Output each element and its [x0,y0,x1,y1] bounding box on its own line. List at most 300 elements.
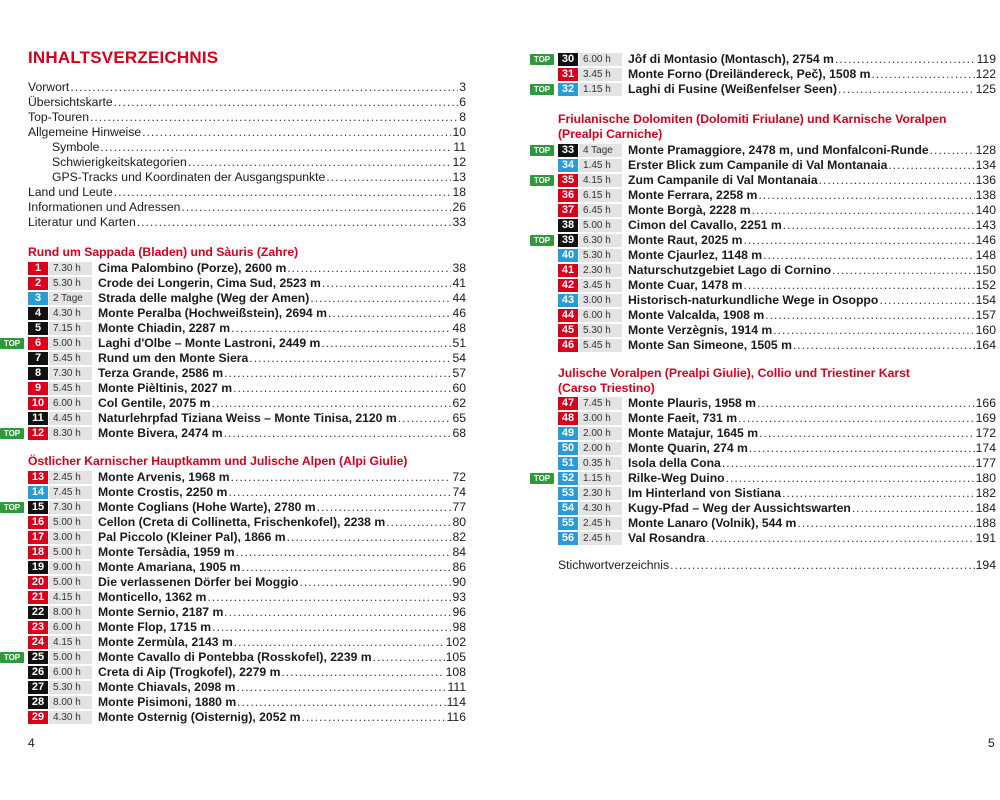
tour-name: Monte Pramaggiore, 2478 m, und Monfalconi-Runde [628,143,929,157]
tour-number: 54 [558,502,578,515]
tour-duration: 5.00 h [49,546,92,559]
entry-page: 26 [452,200,466,214]
entry-page: 12 [452,155,466,169]
tour-name: Historisch-naturkundliche Wege in Osoppo [628,293,879,307]
tour-row[interactable] [28,530,466,545]
dot-leader [783,218,975,233]
tour-row[interactable] [533,143,996,158]
tour-number: 8 [28,367,48,380]
tour-name: Pal Piccolo (Kleiner Pal), 1866 m [98,530,286,544]
tour-duration: 6.00 h [49,666,92,679]
section-title [558,366,910,396]
dot-leader [228,485,451,500]
tour-duration: 6.00 h [579,53,622,66]
section-title-line: Östlicher Karnischer Hauptkamm und Julische Alpen (Alpi Giulie) [28,454,408,468]
tour-duration: 8.00 h [49,696,92,709]
tour-duration: 3.00 h [49,531,92,544]
tour-duration: 4.45 h [49,412,92,425]
tour-number: 46 [558,339,578,352]
dot-leader [224,605,451,620]
dot-leader [302,710,446,725]
tour-number: 49 [558,427,578,440]
tour-page: 140 [975,203,996,217]
tour-duration: 3.45 h [579,68,622,81]
tour-row[interactable] [28,485,466,500]
dot-leader [835,52,976,67]
tour-page: 150 [975,263,996,277]
tour-page: 44 [452,291,466,305]
tour-number: 50 [558,442,578,455]
tour-name: Monte Chiadin, 2287 m [98,321,231,335]
dot-leader [773,323,974,338]
toc-entry[interactable] [28,170,466,185]
tour-number: 48 [558,412,578,425]
tour-duration: 4.30 h [49,307,92,320]
top-tour-badge: TOP [530,175,554,186]
tour-row[interactable] [558,263,996,278]
tour-number: 18 [28,546,48,559]
dot-leader [241,560,451,575]
tour-duration: 2.00 h [579,427,622,440]
tour-duration: 6.00 h [579,309,622,322]
dot-leader [326,170,451,185]
tour-duration: 7.45 h [579,397,622,410]
tour-page: 84 [452,545,466,559]
tour-row[interactable] [558,323,996,338]
dot-leader [224,426,452,441]
tour-number: 22 [28,606,48,619]
tour-row[interactable] [558,278,996,293]
tour-row[interactable] [28,276,466,291]
tour-row[interactable] [28,321,466,336]
tour-page: 90 [452,575,466,589]
tour-duration: 5.30 h [579,249,622,262]
tour-row[interactable] [558,293,996,308]
dot-leader [236,545,452,560]
tour-row[interactable] [28,560,466,575]
tour-name: Isola della Cona [628,456,721,470]
entry-page: 13 [452,170,466,184]
top-tour-badge: TOP [0,652,24,663]
tour-row[interactable] [558,338,996,353]
tour-name: Monte Zermùla, 2143 m [98,635,233,649]
tour-duration: 2.00 h [579,442,622,455]
tour-page: 177 [975,456,996,470]
dot-leader [726,471,975,486]
page-number: 4 [28,736,35,750]
tour-name: Monte Plauris, 1958 m [628,396,757,410]
tour-number: 39 [558,234,578,247]
tour-duration: 5.00 h [49,516,92,529]
tour-row[interactable] [28,381,466,396]
entry-page: 11 [453,140,466,154]
tour-duration: 4.15 h [579,174,622,187]
tour-row[interactable] [558,411,996,426]
tour-page: 191 [975,531,996,545]
tour-row[interactable] [3,426,466,441]
tour-row[interactable] [533,82,996,97]
tour-page: 48 [452,321,466,335]
tour-duration: 6.45 h [579,204,622,217]
tour-name: Terza Grande, 2586 m [98,366,224,380]
tour-page: 57 [452,366,466,380]
tour-row[interactable] [28,291,466,306]
tour-name: Col Gentile, 2075 m [98,396,211,410]
entry-title: GPS-Tracks und Koordinaten der Ausgangspunkte [52,170,326,184]
tour-name: Monte Peralba (Hochweißstein), 2694 m [98,306,327,320]
toc-entry[interactable] [558,558,996,573]
tour-duration: 4.30 h [579,502,622,515]
tour-row[interactable] [3,336,466,351]
tour-page: 86 [452,560,466,574]
tour-duration: 7.30 h [49,367,92,380]
tour-page: 105 [445,650,466,664]
dot-leader [233,381,451,396]
entry-page: 6 [459,95,466,109]
tour-row[interactable] [28,680,466,695]
tour-name: Naturlehrpfad Tiziana Weiss – Monte Tinisa, 2120 m [98,411,397,425]
tour-row[interactable] [3,650,466,665]
tour-name: Val Rosandra [628,531,706,545]
tour-name: Monte Faeit, 731 m [628,411,738,425]
dot-leader [743,278,974,293]
tour-name: Monticello, 1362 m [98,590,207,604]
dot-leader [90,110,458,125]
tour-row[interactable] [558,426,996,441]
dot-leader [70,80,458,95]
tour-page: 41 [452,276,466,290]
tour-page: 62 [452,396,466,410]
tour-page: 160 [975,323,996,337]
page-title: INHALTSVERZEICHNIS [28,48,219,67]
tour-number: 28 [28,696,48,709]
entry-page: 3 [459,80,466,94]
dot-leader [743,233,974,248]
tour-name: Monte Ferrara, 2258 m [628,188,758,202]
tour-page: 188 [975,516,996,530]
tour-page: 119 [976,52,996,66]
dot-leader [234,635,445,650]
tour-number: 47 [558,397,578,410]
dot-leader [322,276,452,291]
dot-leader [181,200,451,215]
tour-row[interactable] [558,248,996,263]
tour-row[interactable] [28,590,466,605]
tour-row[interactable] [3,500,466,515]
tour-row[interactable] [533,173,996,188]
tour-page: 184 [975,501,996,515]
dot-leader [832,263,975,278]
tour-duration: 2 Tage [49,292,92,305]
section-title [558,112,946,142]
tour-row[interactable] [558,158,996,173]
tour-row[interactable] [558,67,996,82]
entry-page: 18 [452,185,466,199]
tour-page: 148 [975,248,996,262]
entry-title: Allgemeine Hinweise [28,125,142,139]
toc-entry[interactable] [28,215,466,230]
entry-title: Land und Leute [28,185,113,199]
tour-page: 125 [975,82,996,96]
tour-row[interactable] [28,411,466,426]
dot-leader [782,486,975,501]
tour-page: 152 [975,278,996,292]
tour-page: 169 [975,411,996,425]
section-title-line: (Carso Triestino) [558,381,655,395]
tour-page: 108 [445,665,466,679]
tour-duration: 5.00 h [49,576,92,589]
dot-leader [287,261,451,276]
tour-name: Monte Coglians (Hohe Warte), 2780 m [98,500,316,514]
tour-row[interactable] [28,695,466,710]
tour-number: 56 [558,532,578,545]
top-tour-badge: TOP [530,54,554,65]
tour-page: 96 [452,605,466,619]
tour-name: Laghi d'Olbe – Monte Lastroni, 2449 m [98,336,321,350]
tour-duration: 7.30 h [49,501,92,514]
tour-name: Monte Flop, 1715 m [98,620,212,634]
dot-leader [310,291,451,306]
top-tour-badge: TOP [530,235,554,246]
tour-list [3,261,466,441]
tour-row[interactable] [28,470,466,485]
tour-page: 180 [975,471,996,485]
tour-duration: 6.00 h [49,397,92,410]
dot-leader [373,650,445,665]
tour-page: 146 [975,233,996,247]
dot-leader [207,590,451,605]
tour-row[interactable] [28,261,466,276]
tour-duration: 5.30 h [49,277,92,290]
dot-leader [879,293,974,308]
dot-leader [670,558,975,573]
toc-entry[interactable] [28,200,466,215]
tour-row[interactable] [28,351,466,366]
top-tour-badge: TOP [530,145,554,156]
tour-page: 65 [452,411,466,425]
entry-title: Informationen und Adressen [28,200,181,214]
dot-leader [287,530,452,545]
tour-list [533,396,996,546]
tour-number: 51 [558,457,578,470]
right-page [500,0,1000,800]
tour-number: 41 [558,264,578,277]
tour-name: Monte Lanaro (Volnik), 544 m [628,516,797,530]
tour-row[interactable] [28,665,466,680]
toc-entry[interactable] [28,185,466,200]
tour-row[interactable] [558,486,996,501]
tour-duration: 6.15 h [579,189,622,202]
dot-leader [749,441,975,456]
tour-row[interactable] [533,52,996,67]
tour-page: 134 [975,158,996,172]
tour-page: 138 [975,188,996,202]
tour-number: 2 [28,277,48,290]
tour-number: 19 [28,561,48,574]
tour-name: Naturschutzgebiet Lago di Cornino [628,263,832,277]
tour-name: Cimon del Cavallo, 2251 m [628,218,782,232]
tour-page: 136 [975,173,996,187]
tour-page: 114 [446,695,466,709]
tour-row[interactable] [28,620,466,635]
section-title-line: Julische Voralpen (Prealpi Giulie), Collio und Triestiner Karst [558,366,910,380]
dot-leader [114,185,452,200]
dot-leader [738,411,975,426]
dot-leader [852,501,975,516]
tour-number: 40 [558,249,578,262]
tour-page: 51 [452,336,466,350]
dot-leader [763,248,975,263]
dot-leader [752,203,975,218]
tour-row[interactable] [533,233,996,248]
tour-number: 45 [558,324,578,337]
tour-number: 10 [28,397,48,410]
tour-number: 32 [558,83,578,96]
tour-number: 5 [28,322,48,335]
tour-page: 111 [447,680,466,694]
tour-row[interactable] [28,545,466,560]
tour-name: Strada delle malghe (Weg der Amen) [98,291,310,305]
tour-name: Kugy-Pfad – Weg der Aussichtswarten [628,501,851,515]
tour-row[interactable] [28,635,466,650]
toc-entry[interactable] [28,80,466,95]
tour-duration: 9.00 h [49,561,92,574]
dot-leader [722,456,975,471]
section-title-line: (Prealpi Carniche) [558,127,663,141]
tour-number: 42 [558,279,578,292]
tour-duration: 3.45 h [579,279,622,292]
tour-name: Laghi di Fusine (Weißenfelser Seen) [628,82,838,96]
dot-leader [299,575,451,590]
toc-entry[interactable] [28,95,466,110]
tour-row[interactable] [28,366,466,381]
tour-number: 33 [558,144,578,157]
toc-entry[interactable] [28,140,466,155]
tour-name: Monte Sernio, 2187 m [98,605,224,619]
tour-name: Crode dei Longerin, Cima Sud, 2523 m [98,276,321,290]
tour-name: Monte Quarin, 274 m [628,441,748,455]
dot-leader [212,620,451,635]
tour-name: Monte Verzègnis, 1914 m [628,323,773,337]
tour-name: Monte Pièltinis, 2027 m [98,381,233,395]
tour-row[interactable] [558,531,996,546]
tour-page: 98 [452,620,466,634]
section-title [28,245,298,260]
tour-page: 174 [975,441,996,455]
tour-name: Monte San Simeone, 1505 m [628,338,792,352]
tour-list [533,143,996,353]
tour-page: 102 [445,635,466,649]
index-entry [558,558,996,573]
tour-row[interactable] [558,396,996,411]
tour-number: 9 [28,382,48,395]
tour-duration: 3.00 h [579,412,622,425]
tour-duration: 3.00 h [579,294,622,307]
dot-leader [819,173,975,188]
tour-number: 29 [28,711,48,724]
tour-duration: 4.15 h [49,636,92,649]
tour-name: Monte Cjaurlez, 1148 m [628,248,763,262]
tour-row[interactable] [28,515,466,530]
tour-duration: 4 Tage [579,144,622,157]
tour-name: Rund um den Monte Siera [98,351,249,365]
tour-number: 34 [558,159,578,172]
tour-row[interactable] [558,218,996,233]
tour-duration: 8.30 h [49,427,92,440]
tour-row[interactable] [558,501,996,516]
dot-leader [386,515,451,530]
tour-row[interactable] [558,456,996,471]
tour-row[interactable] [558,441,996,456]
tour-page: 128 [975,143,996,157]
tour-duration: 2.45 h [49,471,92,484]
tour-name: Monte Forno (Dreiländereck, Peč), 1508 m [628,67,871,81]
tour-name: Monte Osternig (Oisternig), 2052 m [98,710,301,724]
section-title [28,454,407,469]
tour-row[interactable] [28,575,466,590]
tour-duration: 6.00 h [49,621,92,634]
dot-leader [871,67,974,82]
toc-entry[interactable] [28,110,466,125]
entry-title: Literatur und Karten [28,215,136,229]
tour-name: Im Hinterland von Sistiana [628,486,782,500]
tour-row[interactable] [558,203,996,218]
tour-duration: 2.45 h [579,517,622,530]
tour-row[interactable] [533,471,996,486]
tour-row[interactable] [558,188,996,203]
tour-page: 54 [452,351,466,365]
tour-row[interactable] [28,605,466,620]
tour-page: 72 [452,470,466,484]
tour-duration: 1.45 h [579,159,622,172]
tour-row[interactable] [558,516,996,531]
tour-row[interactable] [28,710,466,725]
tour-name: Monte Raut, 2025 m [628,233,743,247]
dot-leader [765,308,974,323]
tour-page: 164 [975,338,996,352]
top-tour-badge: TOP [0,502,24,513]
dot-leader [328,306,452,321]
tour-name: Cima Palombino (Porze), 2600 m [98,261,287,275]
entry-page: 194 [975,558,996,572]
tour-number: 31 [558,68,578,81]
tour-duration: 5.00 h [49,651,92,664]
tour-duration: 5.00 h [579,219,622,232]
tour-page: 154 [975,293,996,307]
tour-row[interactable] [28,396,466,411]
tour-row[interactable] [28,306,466,321]
tour-number: 6 [28,337,48,350]
tour-row[interactable] [558,308,996,323]
toc-entry[interactable] [28,155,466,170]
tour-duration: 1.15 h [579,472,622,485]
tour-duration: 7.15 h [49,322,92,335]
tour-page: 172 [975,426,996,440]
tour-number: 13 [28,471,48,484]
toc-entry[interactable] [28,125,466,140]
tour-duration: 1.15 h [579,83,622,96]
tour-number: 37 [558,204,578,217]
tour-name: Monte Tersàdia, 1959 m [98,545,235,559]
tour-number: 25 [28,651,48,664]
dot-leader [398,411,452,426]
tour-page: 143 [975,218,996,232]
tour-page: 77 [452,500,466,514]
tour-number: 7 [28,352,48,365]
dot-leader [231,321,451,336]
dot-leader [757,396,975,411]
tour-page: 166 [975,396,996,410]
